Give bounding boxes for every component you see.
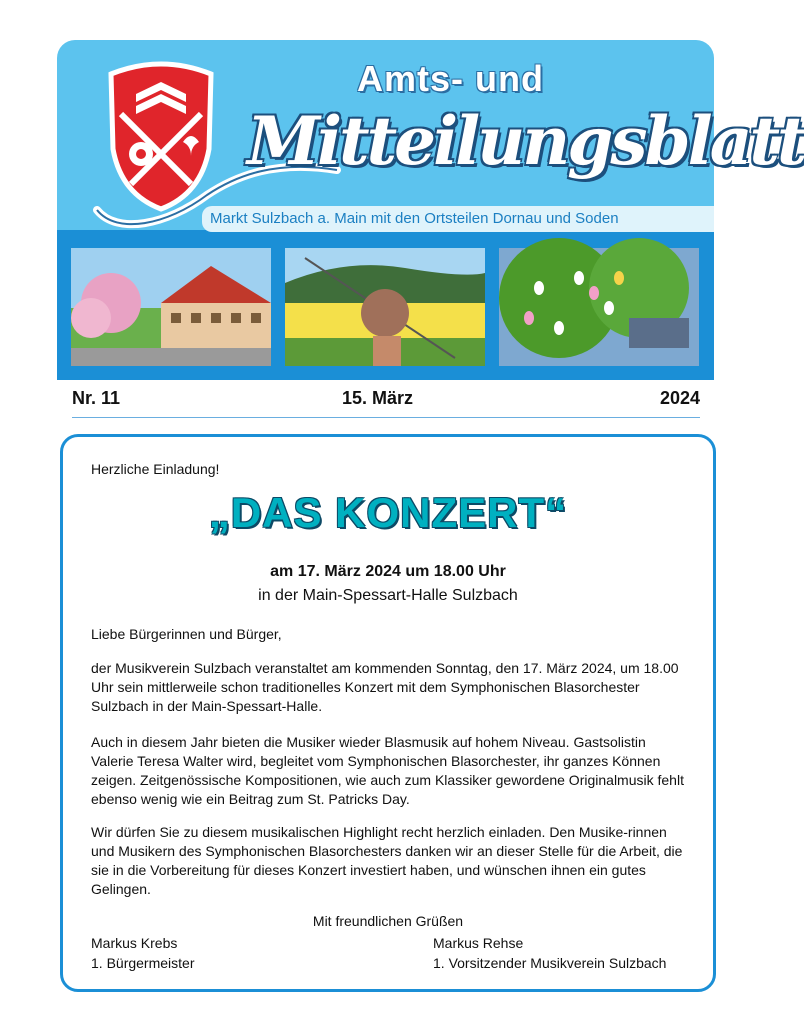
event-date-time: am 17. März 2024 um 18.00 Uhr bbox=[270, 563, 506, 580]
paragraph-2: Auch in diesem Jahr bieten die Musiker wieder Blasmusik auf hohem Niveau. Gastsolistin Valerie Teresa Walter wird, begleitet vom Symphonischen Blasorchester, ihr ganzes Können zeigen. Zeitgenössische Kompositionen, wie auch zum Klassiker gewordene Originalmusik fehlt ebenso wenig wie ein Beitrag zum St. Patricks Day. bbox=[91, 734, 684, 807]
subtitle-strip bbox=[202, 206, 714, 232]
signature-right bbox=[433, 933, 666, 973]
easter-egg-tree-photo bbox=[499, 248, 699, 366]
signer-role: 1. Vorsitzender Musikverein Sulzbach bbox=[433, 955, 667, 971]
signer-name: Markus Krebs bbox=[91, 935, 178, 951]
signature-left bbox=[91, 933, 194, 973]
coat-of-arms-icon bbox=[91, 54, 231, 214]
greeting: Herzliche Einladung! bbox=[91, 461, 220, 477]
header-banner bbox=[57, 40, 804, 380]
closing: Mit freundlichen Grüßen bbox=[312, 913, 464, 929]
divider bbox=[72, 417, 700, 418]
paragraph-3: Wir dürfen Sie zu diesem musikalischen Highlight recht herzlich einladen. Den Musike-rinnen und Musikern des Symphonischen Blasorchesters danken wir an dieser Stelle für die Arbeit, die sie in die Vorbereitung für dieses Konzert investiert haben, und wünschen ihnen ein gutes Gelingen. bbox=[91, 824, 683, 897]
paragraph-1: der Musikverein Sulzbach veranstaltet am kommenden Sonntag, den 17. März 2024, um 18.00 Uhr sein mittlerweile schon traditionelles Konzert mit dem Symphonischen Blasorchester Sulzbach in der Main-Spessart-Halle. bbox=[91, 660, 679, 714]
title-mitteilungsblatt: Mitteilungsblatt bbox=[247, 102, 804, 180]
signer-name: Markus Rehse bbox=[433, 935, 524, 951]
subtitle: Markt Sulzbach a. Main mit den Ortsteilen Dornau und Soden bbox=[210, 210, 619, 227]
sculpture-meadow-photo bbox=[285, 248, 485, 366]
title-amts-und: Amts- und bbox=[357, 58, 544, 99]
issue-date: 15. März bbox=[342, 388, 414, 408]
issue-year: 2024 bbox=[659, 388, 700, 408]
signer-role: 1. Bürgermeister bbox=[91, 955, 195, 971]
issue-row bbox=[72, 388, 700, 414]
event-location: in der Main-Spessart-Halle Sulzbach bbox=[258, 587, 518, 604]
issue-number: Nr. 11 bbox=[72, 388, 121, 408]
invitation-card bbox=[60, 434, 716, 992]
salutation: Liebe Bürgerinnen und Bürger, bbox=[91, 626, 282, 642]
town-hall-photo bbox=[71, 248, 271, 366]
headline: „DAS KONZERT“ bbox=[208, 489, 568, 536]
